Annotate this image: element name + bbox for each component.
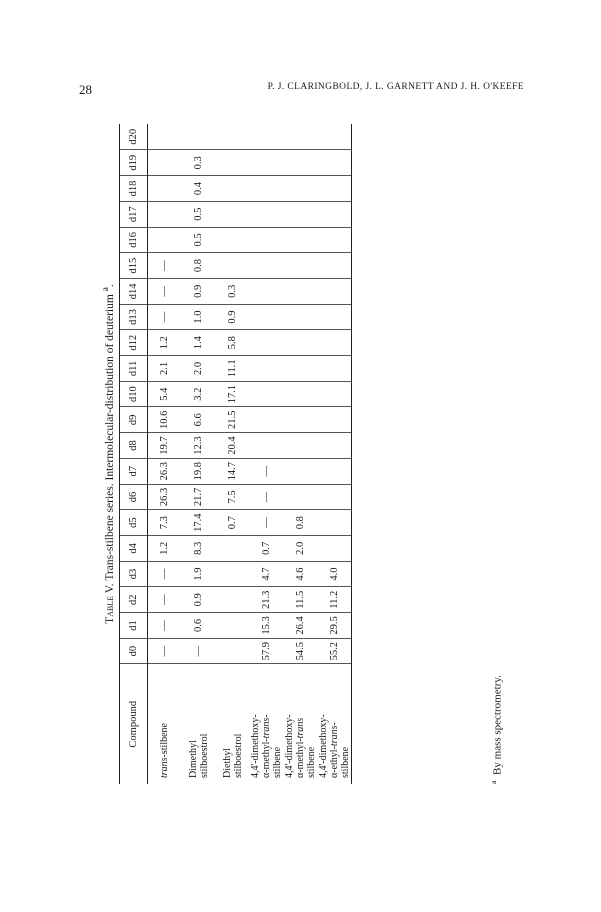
value-cell: 10.6	[148, 407, 182, 433]
running-head: P. J. CLARINGBOLD, J. L. GARNETT AND J. H. O'KEEFE	[267, 82, 524, 92]
value-cell: 54.5	[284, 638, 318, 664]
value-cell: 1.4	[182, 330, 216, 356]
table-row	[182, 124, 216, 784]
compound-name-line: stilbene	[339, 746, 351, 778]
header-d18: d18	[120, 176, 148, 202]
deuterium-distribution-table	[119, 124, 352, 784]
value-cell: —	[148, 613, 182, 639]
header-d20: d20	[120, 124, 148, 150]
compound-name-line: stilbene	[306, 746, 317, 778]
value-cell	[318, 458, 352, 484]
compound-name	[318, 664, 352, 784]
value-cell: 4.0	[318, 561, 352, 587]
value-cell: 4.6	[284, 561, 318, 587]
header-d4: d4	[120, 535, 148, 561]
value-cell: 20.4	[216, 433, 250, 459]
header-d2: d2	[120, 587, 148, 613]
value-cell	[318, 330, 352, 356]
value-cell: 4.7	[250, 561, 284, 587]
value-cell: —	[148, 561, 182, 587]
footnote	[489, 675, 504, 784]
header-d15: d15	[120, 253, 148, 279]
page-number: 28	[79, 82, 92, 97]
value-cell: —	[148, 253, 182, 279]
value-cell: 8.3	[182, 535, 216, 561]
value-cell	[284, 381, 318, 407]
value-cell: 5.4	[148, 381, 182, 407]
value-cell	[250, 407, 284, 433]
value-cell: 11.5	[284, 587, 318, 613]
value-cell	[284, 227, 318, 253]
value-cell	[318, 278, 352, 304]
table-label: Table V.	[103, 583, 116, 624]
compound-name-line: 4,4'-dimethoxy-	[317, 714, 329, 778]
value-cell: 17.4	[182, 510, 216, 536]
value-cell: 57.9	[250, 638, 284, 664]
value-cell	[318, 484, 352, 510]
value-cell	[284, 278, 318, 304]
table-row	[148, 124, 182, 784]
value-cell	[216, 176, 250, 202]
header-d13: d13	[120, 304, 148, 330]
header-d17: d17	[120, 201, 148, 227]
value-cell: 0.9	[182, 587, 216, 613]
header-d14: d14	[120, 278, 148, 304]
value-cell	[250, 356, 284, 382]
header-row	[120, 124, 148, 784]
value-cell: 26.3	[148, 458, 182, 484]
value-cell: 1.2	[148, 535, 182, 561]
value-cell: 5.8	[216, 330, 250, 356]
value-cell: 11.1	[216, 356, 250, 382]
value-cell	[284, 253, 318, 279]
caption-footnote-marker: a	[100, 287, 111, 292]
value-cell	[284, 458, 318, 484]
compound-name-line: stilboestrol	[232, 733, 244, 778]
value-cell: 7.5	[216, 484, 250, 510]
value-cell: 21.3	[250, 587, 284, 613]
value-cell: —	[148, 587, 182, 613]
value-cell: 19.7	[148, 433, 182, 459]
value-cell	[318, 227, 352, 253]
value-cell: 1.0	[182, 304, 216, 330]
value-cell: 26.3	[148, 484, 182, 510]
header-d1: d1	[120, 613, 148, 639]
compound-name	[284, 664, 318, 784]
value-cell	[216, 201, 250, 227]
value-cell	[318, 356, 352, 382]
value-cell: 11.2	[318, 587, 352, 613]
table-row	[318, 124, 352, 784]
compound-name-line: stilbene	[272, 746, 283, 778]
value-cell	[216, 150, 250, 176]
value-cell: —	[148, 278, 182, 304]
value-cell	[318, 176, 352, 202]
value-cell	[216, 613, 250, 639]
value-cell	[216, 638, 250, 664]
value-cell: —	[250, 484, 284, 510]
value-cell: —	[182, 638, 216, 664]
value-cell	[250, 278, 284, 304]
value-cell	[318, 535, 352, 561]
value-cell: 1.2	[148, 330, 182, 356]
value-cell	[148, 124, 182, 150]
value-cell: 26.4	[284, 613, 318, 639]
caption-text: Trans-stilbene series. Intermolecular-distribution of deuterium	[103, 294, 116, 581]
value-cell: —	[250, 510, 284, 536]
value-cell	[250, 201, 284, 227]
compound-name-line: α-ethyl-trans-	[328, 722, 340, 778]
value-cell	[318, 124, 352, 150]
value-cell: 0.6	[182, 613, 216, 639]
value-cell	[318, 433, 352, 459]
header-d7: d7	[120, 458, 148, 484]
value-cell	[216, 227, 250, 253]
value-cell: 0.7	[250, 535, 284, 561]
value-cell: 0.5	[182, 227, 216, 253]
header-d0: d0	[120, 638, 148, 664]
value-cell	[250, 176, 284, 202]
value-cell: —	[148, 304, 182, 330]
value-cell: 0.4	[182, 176, 216, 202]
value-cell	[284, 407, 318, 433]
value-cell: 0.7	[216, 510, 250, 536]
compound-name-line: α-methyl-trans	[295, 717, 306, 778]
value-cell: 21.7	[182, 484, 216, 510]
value-cell	[284, 330, 318, 356]
value-cell: 55.2	[318, 638, 352, 664]
table-row	[216, 124, 250, 784]
value-cell: 14.7	[216, 458, 250, 484]
header-d6: d6	[120, 484, 148, 510]
value-cell	[318, 150, 352, 176]
value-cell	[318, 407, 352, 433]
footnote-marker: a	[489, 780, 498, 784]
value-cell	[284, 356, 318, 382]
header-d10: d10	[120, 381, 148, 407]
value-cell	[148, 227, 182, 253]
header-d8: d8	[120, 433, 148, 459]
table-row	[250, 124, 284, 784]
table-row	[284, 124, 318, 784]
value-cell: 0.8	[284, 510, 318, 536]
value-cell	[216, 124, 250, 150]
table-caption	[100, 114, 116, 794]
value-cell	[284, 150, 318, 176]
value-cell	[148, 201, 182, 227]
value-cell	[284, 433, 318, 459]
compound-name	[216, 664, 250, 784]
value-cell: 1.9	[182, 561, 216, 587]
value-cell	[216, 535, 250, 561]
value-cell	[284, 304, 318, 330]
compound-name-line: 4,4'-dimethoxy-	[250, 714, 261, 778]
compound-name-line: trans-stilbene	[159, 723, 171, 778]
value-cell: 3.2	[182, 381, 216, 407]
value-cell: 15.3	[250, 613, 284, 639]
value-cell	[148, 150, 182, 176]
value-cell: —	[148, 638, 182, 664]
header-d11: d11	[120, 356, 148, 382]
value-cell	[148, 176, 182, 202]
value-cell: 2.0	[284, 535, 318, 561]
value-cell: —	[250, 458, 284, 484]
header-d9: d9	[120, 407, 148, 433]
header-d12: d12	[120, 330, 148, 356]
value-cell: 17.1	[216, 381, 250, 407]
rotated-table-block	[95, 114, 535, 794]
value-cell: 2.0	[182, 356, 216, 382]
value-cell: 7.3	[148, 510, 182, 536]
compound-name	[182, 664, 216, 784]
header-d19: d19	[120, 150, 148, 176]
value-cell: 0.9	[182, 278, 216, 304]
value-cell	[284, 124, 318, 150]
value-cell	[250, 330, 284, 356]
value-cell: 6.6	[182, 407, 216, 433]
header-d16: d16	[120, 227, 148, 253]
value-cell: 2.1	[148, 356, 182, 382]
compound-name-line: α-methyl-trans-	[261, 714, 272, 778]
header-compound: Compound	[120, 664, 148, 784]
compound-name	[250, 664, 284, 784]
value-cell	[250, 227, 284, 253]
value-cell	[250, 124, 284, 150]
compound-name	[148, 664, 182, 784]
value-cell	[182, 124, 216, 150]
value-cell	[284, 201, 318, 227]
value-cell: 0.8	[182, 253, 216, 279]
value-cell	[216, 587, 250, 613]
value-cell	[250, 381, 284, 407]
value-cell	[318, 304, 352, 330]
value-cell: 0.5	[182, 201, 216, 227]
value-cell: 12.3	[182, 433, 216, 459]
value-cell	[318, 201, 352, 227]
compound-name-line: Diethyl	[221, 748, 233, 778]
value-cell	[318, 510, 352, 536]
header-d5: d5	[120, 510, 148, 536]
value-cell: 21.5	[216, 407, 250, 433]
caption-end: .	[103, 284, 116, 288]
compound-name-line: 4,4'-dimethoxy-	[284, 714, 295, 778]
value-cell	[250, 433, 284, 459]
value-cell: 0.3	[216, 278, 250, 304]
value-cell	[318, 381, 352, 407]
value-cell: 0.9	[216, 304, 250, 330]
footnote-text: By mass spectrometry.	[491, 675, 504, 775]
value-cell	[284, 484, 318, 510]
value-cell: 19.8	[182, 458, 216, 484]
value-cell: 29.5	[318, 613, 352, 639]
value-cell	[318, 253, 352, 279]
compound-name-line: Dimethyl	[187, 740, 199, 778]
value-cell	[216, 561, 250, 587]
compound-name-line: stilboestrol	[198, 733, 210, 778]
value-cell	[250, 253, 284, 279]
value-cell	[284, 176, 318, 202]
value-cell	[216, 253, 250, 279]
header-d3: d3	[120, 561, 148, 587]
value-cell	[250, 304, 284, 330]
value-cell	[250, 150, 284, 176]
value-cell: 0.3	[182, 150, 216, 176]
